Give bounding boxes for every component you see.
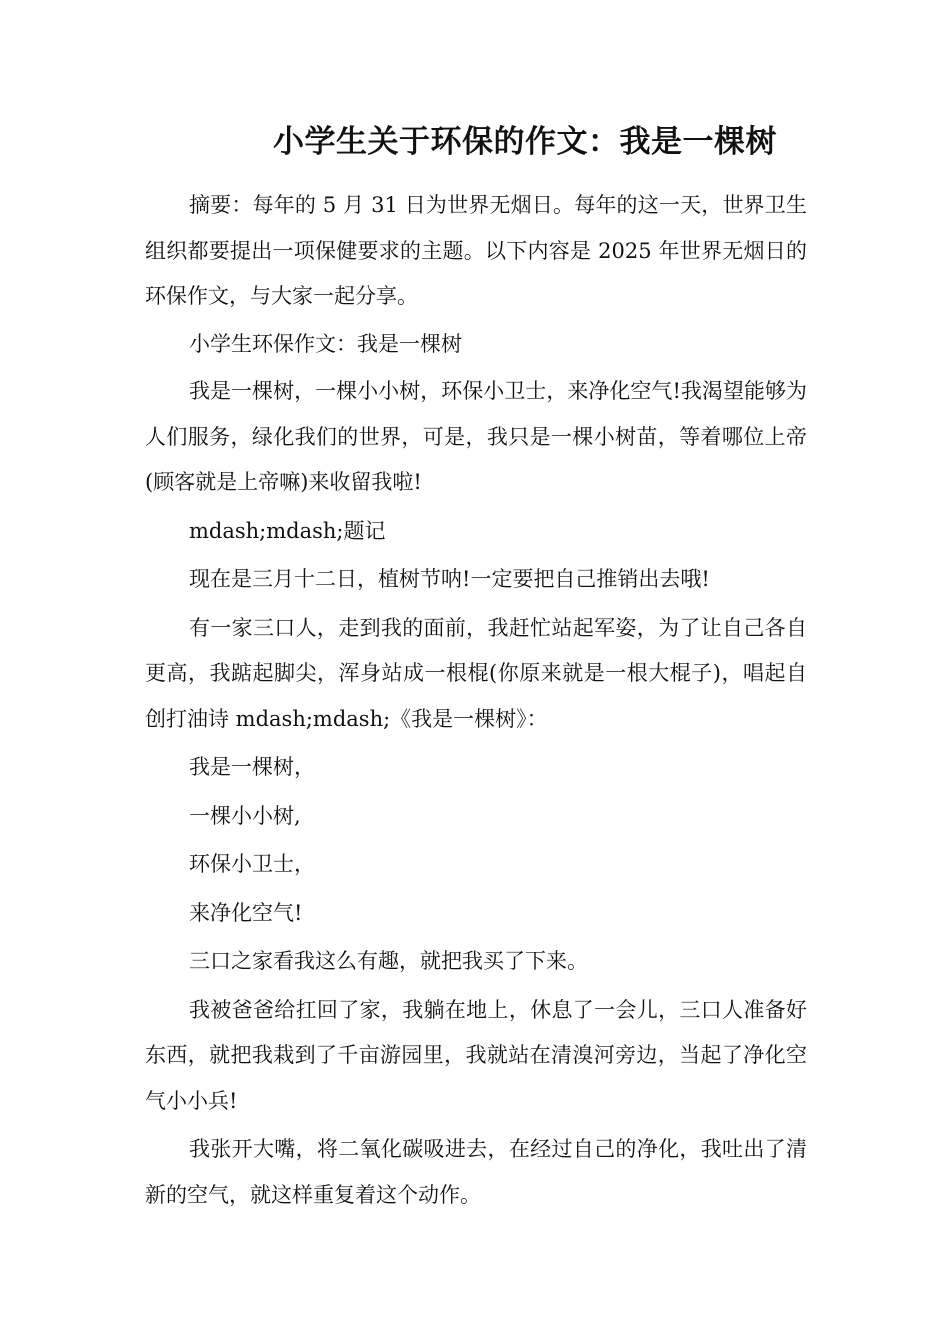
paragraph-planted: 我被爸爸给扛回了家，我躺在地上，休息了一会儿，三口人准备好东西，就把我栽到了千亩游园里，我就站在清溴河旁边，当起了净化空气小小兵! xyxy=(145,997,807,1113)
paragraph-intro: 我是一棵树，一棵小小树，环保小卫士，来净化空气!我渴望能够为人们服务，绿化我们的世界，可是，我只是一棵小树苗，等着哪位上帝(顾客就是上帝嘛)来收留我啦! xyxy=(145,379,807,494)
document-body xyxy=(145,183,807,1220)
paragraph-family: 有一家三口人，走到我的面前，我赶忙站起军姿，为了让自己各自更高，我踮起脚尖，浑身站成一根棍(你原来就是一根大棍子)，唱起自创打油诗 mdash;mdash;《我是一棵树》： xyxy=(145,615,807,731)
paragraph-bought: 三口之家看我这么有趣，就把我买了下来。 xyxy=(189,949,588,973)
paragraph-inscription: mdash;mdash;题记 xyxy=(189,518,386,543)
poem-line-2: 一棵小小树, xyxy=(189,803,301,828)
paragraph-arbor-day: 现在是三月十二日，植树节呐!一定要把自己推销出去哦! xyxy=(189,567,710,591)
document-title: 小学生关于环保的作文：我是一棵树 xyxy=(273,124,777,160)
paragraph-purify: 我张开大嘴，将二氧化碳吸进去，在经过自己的净化，我吐出了清新的空气，就这样重复着这个动作。 xyxy=(145,1137,807,1207)
paragraph-subtitle: 小学生环保作文：我是一棵树 xyxy=(189,331,462,356)
poem-line-3: 环保小卫士， xyxy=(189,852,315,876)
poem-line-4: 来净化空气! xyxy=(189,900,303,925)
paragraph-abstract: 摘要：每年的 5 月 31 日为世界无烟日。每年的这一天，世界卫生组织都要提出一项保健要求的主题。以下内容是 2025 年世界无烟日的环保作文，与大家一起分享。 xyxy=(145,193,807,308)
poem-line-1: 我是一棵树， xyxy=(189,755,315,779)
